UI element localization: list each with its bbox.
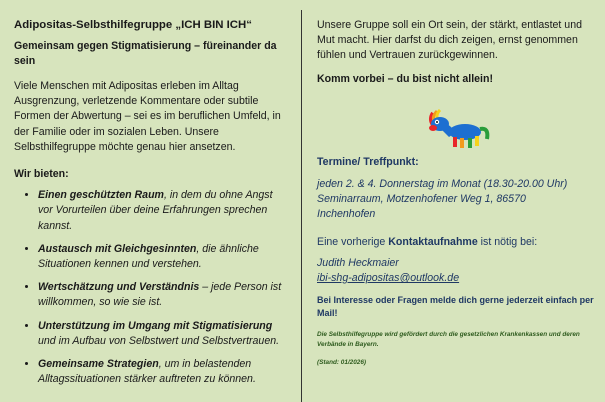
kontakt-text xyxy=(317,235,597,250)
offer-rest: – jede Person ist willkommen, so wie sie ist. xyxy=(38,281,282,309)
offer-rest: und im Aufbau von Selbstwert und Selbstvertrauen. xyxy=(38,334,280,347)
purpose-text: Unsere Gruppe soll ein Ort sein, der stärkt, entlastet und Mut macht. Hier darfst du dich zeigen, ernst genommen fühlen und Vertrauen zurückgewinnen. xyxy=(317,19,582,62)
termin-line: Inchenhofen xyxy=(317,208,376,221)
termin-line: jeden 2. & 4. Donnerstag im Monat (18.30-20.00 Uhr) xyxy=(317,178,568,191)
list-item xyxy=(38,357,282,387)
offer-rest: , um in belastenden Alltagssituationen stärker auftreten zu können. xyxy=(38,358,256,386)
contact-info xyxy=(317,256,597,286)
call-to-action: Komm vorbei – du bist nicht allein! xyxy=(317,72,493,85)
right-column xyxy=(317,18,597,376)
offer-strong: Unterstützung im Umgang mit Stigmatisierung xyxy=(38,319,273,332)
offer-list xyxy=(14,188,282,387)
intro-text: Viele Menschen mit Adipositas erleben im Alltag Ausgrenzung, verletzende Kommentare oder subtile Formen der Abwertung – sei es im beruflichen Umfeld, in der Familie oder im sozialen Leben. Unsere Selbsthilfegruppe möchte genau hier ansetzen. xyxy=(14,80,281,153)
offer-rest: , die ähnliche Situationen kennen und verstehen. xyxy=(38,242,259,271)
list-item xyxy=(38,242,282,272)
subheading: Gemeinsam gegen Stigmatisierung – füreinander da sein xyxy=(14,40,277,67)
colorful-horse-icon xyxy=(427,109,491,151)
offer-label: Wir bieten: xyxy=(14,168,69,181)
kontakt-strong: Kontaktaufnahme xyxy=(388,235,478,248)
contact-note: Bei Interesse oder Fragen melde dich gerne jederzeit einfach per Mail! xyxy=(317,295,594,319)
termin-line: Seminarraum, Motzenhofener Weg 1, 86570 xyxy=(317,193,526,206)
contact-email-link[interactable]: ibi-shg-adipositas@outlook.de xyxy=(317,272,460,285)
kontakt-suffix: ist nötig bei: xyxy=(477,235,538,248)
left-column xyxy=(14,18,282,395)
offer-rest: , in dem du ohne Angst vor Vorurteilen über deine Erfahrungen sprechen kannst. xyxy=(38,189,273,232)
list-item xyxy=(38,319,282,349)
column-divider xyxy=(301,10,302,402)
list-item xyxy=(38,188,282,234)
termin-details xyxy=(317,177,597,223)
offer-strong: Wertschätzung und Verständnis xyxy=(38,281,200,294)
kontakt-prefix: Eine vorherige xyxy=(317,235,389,248)
list-item xyxy=(38,280,282,310)
termin-label: Termine/ Treffpunkt: xyxy=(317,155,419,168)
contact-name: Judith Heckmaier xyxy=(317,256,399,269)
stand-date: (Stand: 01/2026) xyxy=(317,359,367,367)
offer-strong: Gemeinsame Strategien xyxy=(38,358,159,371)
funding-note: Die Selbsthilfegruppe wird gefördert durch die gesetzlichen Krankenkassen und deren Verbände in Bayern. xyxy=(317,331,580,349)
offer-strong: Einen geschützten Raum xyxy=(38,189,164,202)
offer-strong: Austausch mit Gleichgesinnten xyxy=(38,242,197,255)
flyer-title: Adipositas-Selbsthilfegruppe „ICH BIN ICH“ xyxy=(14,19,252,31)
